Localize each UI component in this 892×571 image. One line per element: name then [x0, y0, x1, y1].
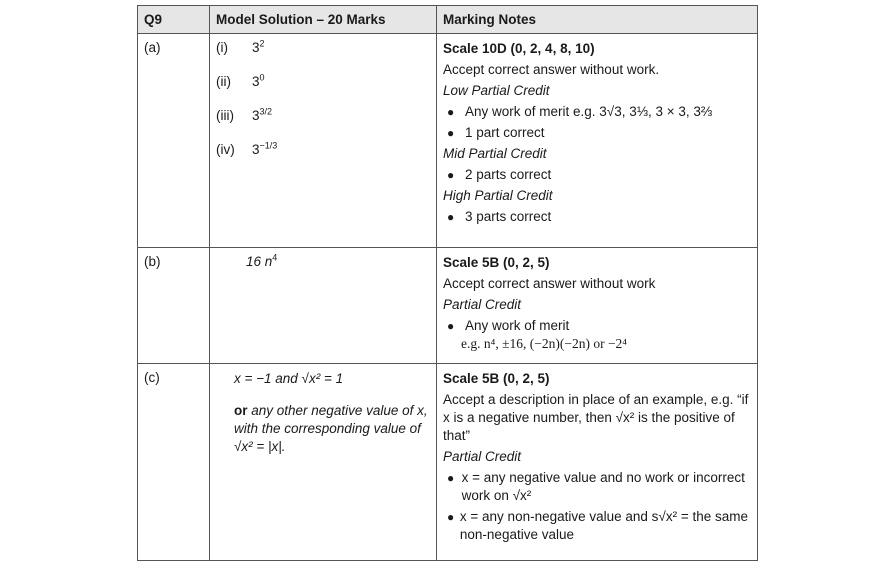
part-label: (a)	[144, 40, 161, 55]
marking-notes	[437, 364, 757, 544]
answer-value: $3^{-1/3}$	[252, 140, 278, 157]
marking-notes	[437, 34, 757, 226]
answer-number: (ii)	[216, 74, 231, 89]
part-label: (b)	[144, 254, 161, 269]
table-row	[138, 248, 758, 364]
table-row	[138, 364, 758, 561]
table-row	[138, 34, 758, 248]
header-notes: Marking Notes	[437, 6, 758, 34]
answer-item	[216, 142, 436, 176]
answer-value: $3^0$	[252, 72, 265, 89]
list-item: ● x = any negative value and no work or incorrect work on √x²	[447, 470, 745, 503]
list-item: ● x = any non-negative value and s√x² = the same non-negative value	[447, 509, 748, 542]
marking-scheme-table	[137, 5, 758, 561]
header-solution: Model Solution – 20 Marks	[210, 6, 437, 34]
partial-credit-heading: Partial Credit	[443, 449, 522, 464]
mid-credit-heading: Mid Partial Credit	[443, 146, 547, 161]
scale-heading: Scale 10D (0, 2, 4, 8, 10)	[443, 41, 595, 56]
alternative-answer: or any other negative value of x, with the corresponding value of √x² = |x|.	[234, 403, 428, 454]
list-item: ● Any work of merit e.g. 3√3, 3⅓, 3 × 3, 3⅔	[447, 104, 713, 119]
answer-item	[216, 40, 436, 74]
accept-note: Accept a description in place of an example, e.g. “if x is a negative number, then √x² is the positive of that”	[443, 392, 749, 443]
answer-item	[216, 108, 436, 142]
marking-notes	[437, 248, 757, 353]
table-header-row	[138, 6, 758, 34]
low-credit-heading: Low Partial Credit	[443, 83, 550, 98]
answer-number: (i)	[216, 40, 228, 55]
answer-block	[210, 364, 436, 456]
answers-list	[210, 34, 436, 176]
answer-number: (iii)	[216, 108, 234, 123]
scale-heading: Scale 5B (0, 2, 5)	[443, 371, 550, 386]
answer-value: 16 $n^4$	[246, 252, 278, 269]
partial-example: e.g. n⁴, ±16, (−2n)(−2n) or −2⁴	[461, 336, 628, 351]
answer-value: $3^{3/2}$	[252, 106, 273, 123]
partial-credit-heading: Partial Credit	[443, 297, 522, 312]
answer-value: $3^2$	[252, 38, 265, 55]
list-item: ● 3 parts correct	[447, 209, 552, 224]
list-item: ● 1 part correct	[447, 125, 545, 140]
answer-number: (iv)	[216, 142, 235, 157]
part-label: (c)	[144, 370, 160, 385]
answer-value: x = −1 and √x² = 1	[234, 371, 344, 386]
accept-note: Accept correct answer without work.	[443, 62, 660, 77]
scale-heading: Scale 5B (0, 2, 5)	[443, 255, 550, 270]
header-question: Q9	[138, 6, 210, 34]
answer-item	[216, 74, 436, 108]
list-item: ● Any work of merit	[447, 318, 570, 333]
accept-note: Accept correct answer without work	[443, 276, 656, 291]
list-item: ● 2 parts correct	[447, 167, 552, 182]
high-credit-heading: High Partial Credit	[443, 188, 553, 203]
